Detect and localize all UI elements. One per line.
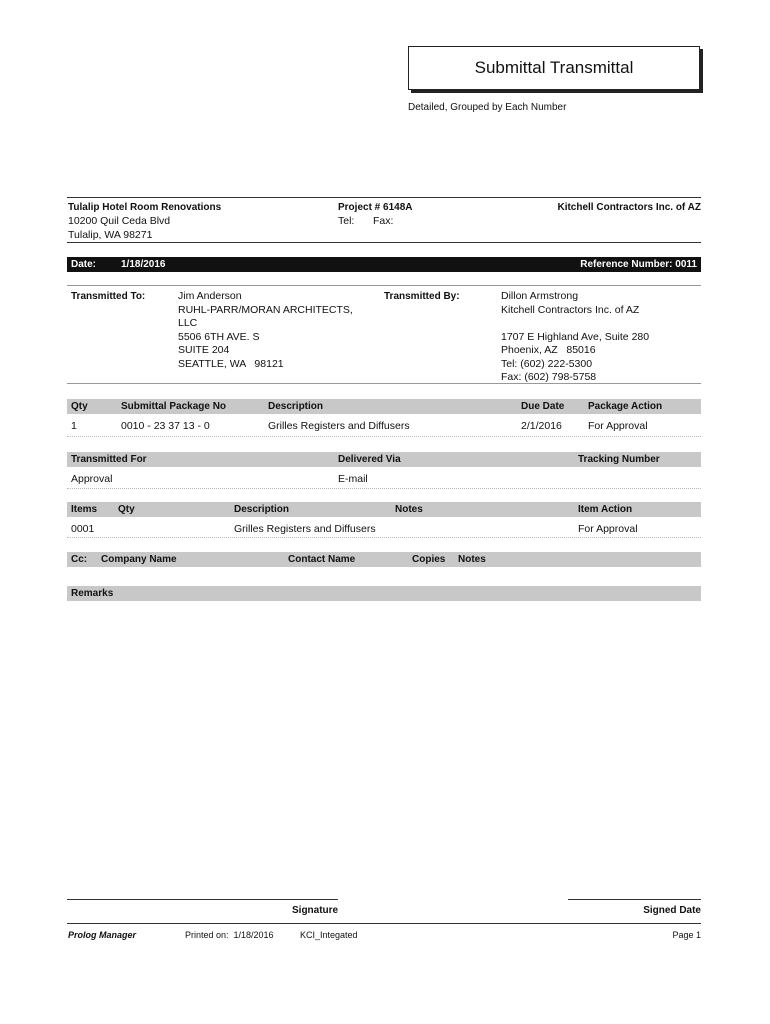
row-delivered-via: E-mail [338,473,368,485]
row-transmitted-for: Approval [71,473,113,485]
col-contact-name: Contact Name [288,554,356,565]
reference-label: Reference Number: [580,259,673,270]
col-copies: Copies [412,554,446,565]
transmitted-to-line: Jim Anderson [178,290,242,302]
row-item-description: Grilles Registers and Diffusers [234,523,376,535]
signed-date-line [568,899,701,900]
col-cc-notes: Notes [458,554,486,565]
signed-date-label: Signed Date [643,905,701,916]
project-name: Tulalip Hotel Room Renovations [68,202,222,213]
col-items: Items [71,504,98,515]
transmitted-to-block [178,290,353,371]
table-row [67,522,701,538]
col-tracking-number: Tracking Number [578,454,660,465]
reference-number [580,259,697,270]
transmitted-by-line: Fax: (602) 798-5758 [501,371,597,383]
col-description: Description [268,401,324,412]
items-table-header [67,502,701,517]
project-number-value: 6148A [383,202,413,213]
row-divider [67,488,701,489]
transmitted-by-line [501,317,649,331]
footer-printed-on: Printed on: 1/18/2016 [185,930,274,940]
date-reference-bar [67,257,701,272]
page-title: Submittal Transmittal [474,58,634,77]
col-item-qty: Qty [118,504,135,515]
transmitted-to-line: 5506 6TH AVE. S [178,330,260,343]
project-number [338,202,413,213]
footer-page-number: Page 1 [672,930,701,940]
transmitted-to-line: RUHL-PARR/MORAN ARCHITECTS, [178,303,353,316]
col-package: Submittal Package No [121,401,227,412]
project-fax-label: Fax: [373,215,394,227]
row-item-action: For Approval [578,523,638,535]
transmitted-by-line: 1707 E Highland Ave, Suite 280 [501,330,650,343]
transmitted-by-line: Phoenix, AZ 85016 [501,344,596,356]
project-address-2: Tulalip, WA 98271 [68,229,153,241]
footer-database: KCI_Integated [300,930,358,940]
transmit-table-header [67,452,701,467]
divider [67,242,701,243]
row-description: Grilles Registers and Diffusers [268,420,410,432]
transmitted-by-line: Dillon Armstrong [501,290,579,302]
footer-divider [67,923,701,924]
cc-table-header [67,552,701,567]
project-address-1: 10200 Quil Ceda Blvd [68,215,171,227]
table-row [67,419,701,435]
remarks-label: Remarks [71,588,114,599]
title-box [408,46,700,90]
table-row [67,472,701,488]
col-due-date: Due Date [521,401,565,412]
col-package-action: Package Action [588,401,663,412]
col-item-description: Description [234,504,290,515]
contractor-name: Kitchell Contractors Inc. of AZ [557,202,701,213]
transmitted-by-line: Kitchell Contractors Inc. of AZ [501,303,640,316]
divider [67,285,701,286]
transmitted-by-line: Tel: (602) 222-5300 [501,357,593,370]
row-divider [67,537,701,538]
transmitted-to-line: SUITE 204 [178,344,230,356]
package-table-header [67,399,701,414]
row-qty: 1 [71,420,77,432]
transmitted-to-line: LLC [178,317,198,329]
col-cc: Cc: [71,554,88,565]
col-transmitted-for: Transmitted For [71,454,147,465]
project-number-label: Project # [338,202,381,213]
transmitted-by-block [501,290,649,385]
reference-value: 0011 [675,259,697,270]
row-package: 0010 - 23 37 13 - 0 [121,420,210,432]
col-item-action: Item Action [578,504,633,515]
signature-line [67,899,338,900]
transmitted-by-label: Transmitted By: [384,291,460,302]
divider [67,197,701,198]
page-subtitle: Detailed, Grouped by Each Number [408,102,567,113]
col-delivered-via: Delivered Via [338,454,401,465]
date-value: 1/18/2016 [121,259,166,270]
col-qty: Qty [71,401,88,412]
col-company-name: Company Name [101,554,177,565]
row-due-date: 2/1/2016 [521,420,562,432]
date-label: Date: [71,259,97,270]
row-item-number: 0001 [71,523,95,535]
transmitted-to-label: Transmitted To: [71,291,146,302]
transmitted-to-line: SEATTLE, WA 98121 [178,357,284,370]
col-item-notes: Notes [395,504,423,515]
remarks-header [67,586,701,601]
signature-label: Signature [292,905,339,916]
project-tel-label: Tel: [338,215,355,227]
row-package-action: For Approval [588,420,648,432]
footer-app-name: Prolog Manager [68,930,137,940]
divider [67,383,701,384]
row-divider [67,436,701,437]
